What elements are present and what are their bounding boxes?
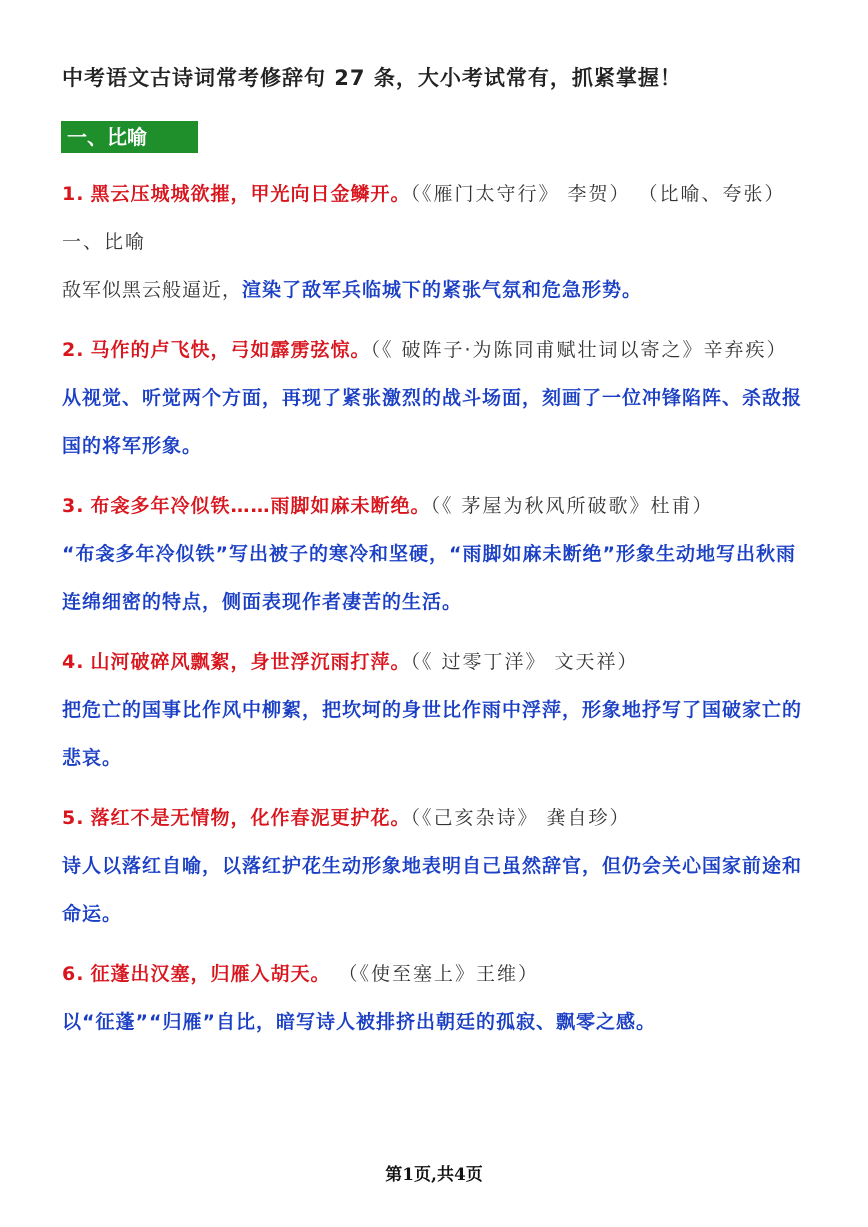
entry-2	[62, 326, 812, 470]
entry-6	[62, 950, 812, 1046]
entry-note: “布衾多年冷似铁”写出被子的寒冷和坚硬，“雨脚如麻未断绝”形象生动地写出秋雨连绵细密的特点，侧面表现作者凄苦的生活。	[62, 543, 796, 613]
entry-source: （《 破阵子·为陈同甫赋壮词以寄之》辛弃疾）	[370, 339, 788, 361]
entry-source: （《 茅屋为秋风所破歌》杜甫）	[430, 495, 714, 517]
document-title: 中考语文古诗词常考修辞句 27 条，大小考试常有，抓紧掌握！	[62, 66, 682, 90]
entry-4	[62, 638, 812, 782]
section-heading-metaphor: 一、比喻	[61, 121, 198, 153]
entry-note: 以“征蓬”“归雁”自比，暗写诗人被排挤出朝廷的孤寂、飘零之感。	[62, 1011, 656, 1033]
entry-5	[62, 794, 812, 938]
entry-note: 把危亡的国事比作风中柳絮，把坎坷的身世比作雨中浮萍，形象地抒写了国破家亡的悲哀。	[62, 699, 803, 769]
entry-number: 4.	[62, 651, 85, 673]
entry-source: （《雁门太守行》 李贺） （比喻、夸张）一、比喻	[62, 183, 786, 253]
entry-number: 1.	[62, 183, 85, 205]
entry-1	[62, 170, 812, 314]
entry-verse: 马作的卢飞快，弓如霹雳弦惊。	[90, 339, 371, 361]
page-number-footer: 第1页,共4页	[385, 1165, 483, 1185]
entry-list	[62, 170, 812, 1046]
entry-source: （《使至塞上》王维）	[330, 963, 540, 985]
entry-note: 从视觉、听觉两个方面，再现了紧张激烈的战斗场面，刻画了一位冲锋陷阵、杀敌报国的将军形象。	[62, 387, 803, 457]
entry-verse: 黑云压城城欲摧，甲光向日金鳞开。	[90, 183, 411, 205]
entry-verse: 山河破碎风飘絮，身世浮沉雨打萍。	[90, 651, 411, 673]
entry-note: 渲染了敌军兵临城下的紧张气氛和危急形势。	[242, 279, 643, 301]
entry-number: 2.	[62, 339, 85, 361]
entry-number: 5.	[62, 807, 85, 829]
entry-verse: 征蓬出汉塞，归雁入胡天。	[90, 963, 331, 985]
entry-number: 3.	[62, 495, 85, 517]
entry-source: （《 过零丁洋》 文天祥）	[410, 651, 639, 673]
entry-number: 6.	[62, 963, 85, 985]
entry-verse: 落红不是无情物，化作春泥更护花。	[90, 807, 411, 829]
entry-note-plain: 敌军似黑云般逼近，	[62, 279, 243, 301]
entry-3	[62, 482, 812, 626]
entry-verse: 布衾多年冷似铁……雨脚如麻未断绝。	[90, 495, 431, 517]
entry-note: 诗人以落红自喻，以落红护花生动形象地表明自己虽然辞官，但仍会关心国家前途和命运。	[62, 855, 803, 925]
entry-source: （《己亥杂诗》 龚自珍）	[410, 807, 631, 829]
